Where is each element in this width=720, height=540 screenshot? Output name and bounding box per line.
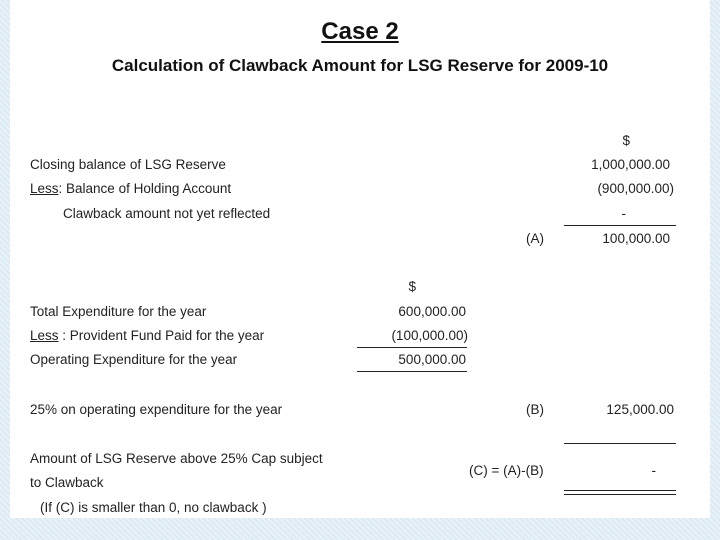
- holding-account-label: [30, 181, 231, 197]
- section3-underline: [564, 443, 676, 444]
- formula-c: (C) = (A)-(B): [469, 463, 544, 478]
- less-prefix: Less: [30, 181, 59, 196]
- cap-25-label: 25% on operating expenditure for the year: [30, 402, 283, 417]
- holding-account-amount: (900,000.00): [597, 181, 674, 196]
- section2-currency: $: [408, 279, 416, 294]
- provident-fund-text: : Provident Fund Paid for the year: [58, 328, 265, 343]
- section2-underline-top: [357, 347, 467, 348]
- total-expenditure-label: Total Expenditure for the year: [30, 304, 207, 319]
- less-prefix-2: Less: [30, 328, 59, 343]
- clawback-note: (If (C) is smaller than 0, no clawback ): [40, 500, 267, 515]
- cap-25-amount: 125,000.00: [606, 402, 674, 417]
- provident-fund-amount: (100,000.00): [391, 328, 468, 343]
- page-title: Case 2: [321, 18, 399, 45]
- marker-a: (A): [526, 231, 544, 246]
- result-a-amount: 100,000.00: [602, 231, 670, 246]
- total-expenditure-amount: 600,000.00: [398, 304, 466, 319]
- page-subtitle: Calculation of Clawback Amount for LSG Reserve for 2009-10: [111, 56, 609, 75]
- clawback-not-reflected-label: Clawback amount not yet reflected: [63, 206, 271, 221]
- closing-balance-amount: 1,000,000.00: [591, 157, 670, 172]
- operating-expenditure-label: Operating Expenditure for the year: [30, 352, 238, 367]
- section1-currency: $: [622, 133, 630, 148]
- section1-underline: [564, 225, 676, 226]
- marker-b: (B): [526, 402, 544, 417]
- clawback-amount: -: [651, 463, 656, 478]
- provident-fund-label: [30, 328, 264, 344]
- holding-account-text: : Balance of Holding Account: [58, 181, 232, 196]
- closing-balance-label: Closing balance of LSG Reserve: [30, 157, 226, 172]
- clawback-amount-label-line1: Amount of LSG Reserve above 25% Cap subject: [30, 451, 323, 466]
- clawback-not-reflected-amount: -: [621, 206, 626, 221]
- clawback-amount-label-line2: to Clawback: [30, 475, 104, 490]
- total-double-underline: [564, 490, 676, 495]
- slide: [10, 0, 710, 518]
- section2-underline-bottom: [357, 371, 467, 372]
- operating-expenditure-amount: 500,000.00: [398, 352, 466, 367]
